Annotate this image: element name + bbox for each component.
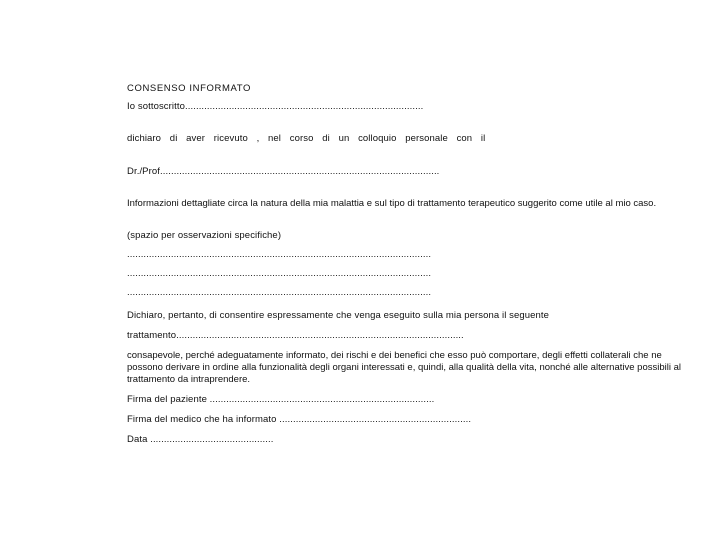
observation-dotted-line: ............................................................................................................... — [127, 268, 432, 279]
observation-dotted-line: ............................................................................................................... — [127, 249, 432, 260]
patient-signature-line: Firma del paziente .................................................................................. — [127, 394, 435, 405]
doctor-signature-line: Firma del medico che ha informato ...................................................................... — [127, 414, 472, 425]
date-line: Data ............................................. — [127, 434, 274, 445]
awareness-paragraph: consapevole, perché adeguatamente informato, dei rischi e dei benefici che esso può comportare, degli effetti collaterali che ne possono derivare in ordine alla funzionalità degli organi interessati e, quindi, alla qualità della vita, nonché alle alternative possibili al trattamento da intraprendere. — [127, 350, 681, 385]
undersigned-line: Io sottoscritto....................................................................................... — [127, 101, 424, 112]
doctor-line: Dr./Prof...................................................................................................... — [127, 166, 440, 177]
information-paragraph: Informazioni dettagliate circa la natura della mia malattia e sul tipo di trattamento terapeutico suggerito come utile al mio caso. — [127, 198, 657, 209]
observation-dotted-line: ............................................................................................................... — [127, 287, 432, 298]
treatment-line: trattamento......................................................................................................... — [127, 330, 464, 341]
form-title: CONSENSO INFORMATO — [127, 83, 251, 94]
observations-label: (spazio per osservazioni specifiche) — [127, 230, 282, 241]
declaration-line: dichiaro di aver ricevuto , nel corso di un colloquio personale con il — [127, 133, 486, 144]
consent-statement: Dichiaro, pertanto, di consentire espressamente che venga eseguito sulla mia persona il seguente — [127, 310, 550, 321]
